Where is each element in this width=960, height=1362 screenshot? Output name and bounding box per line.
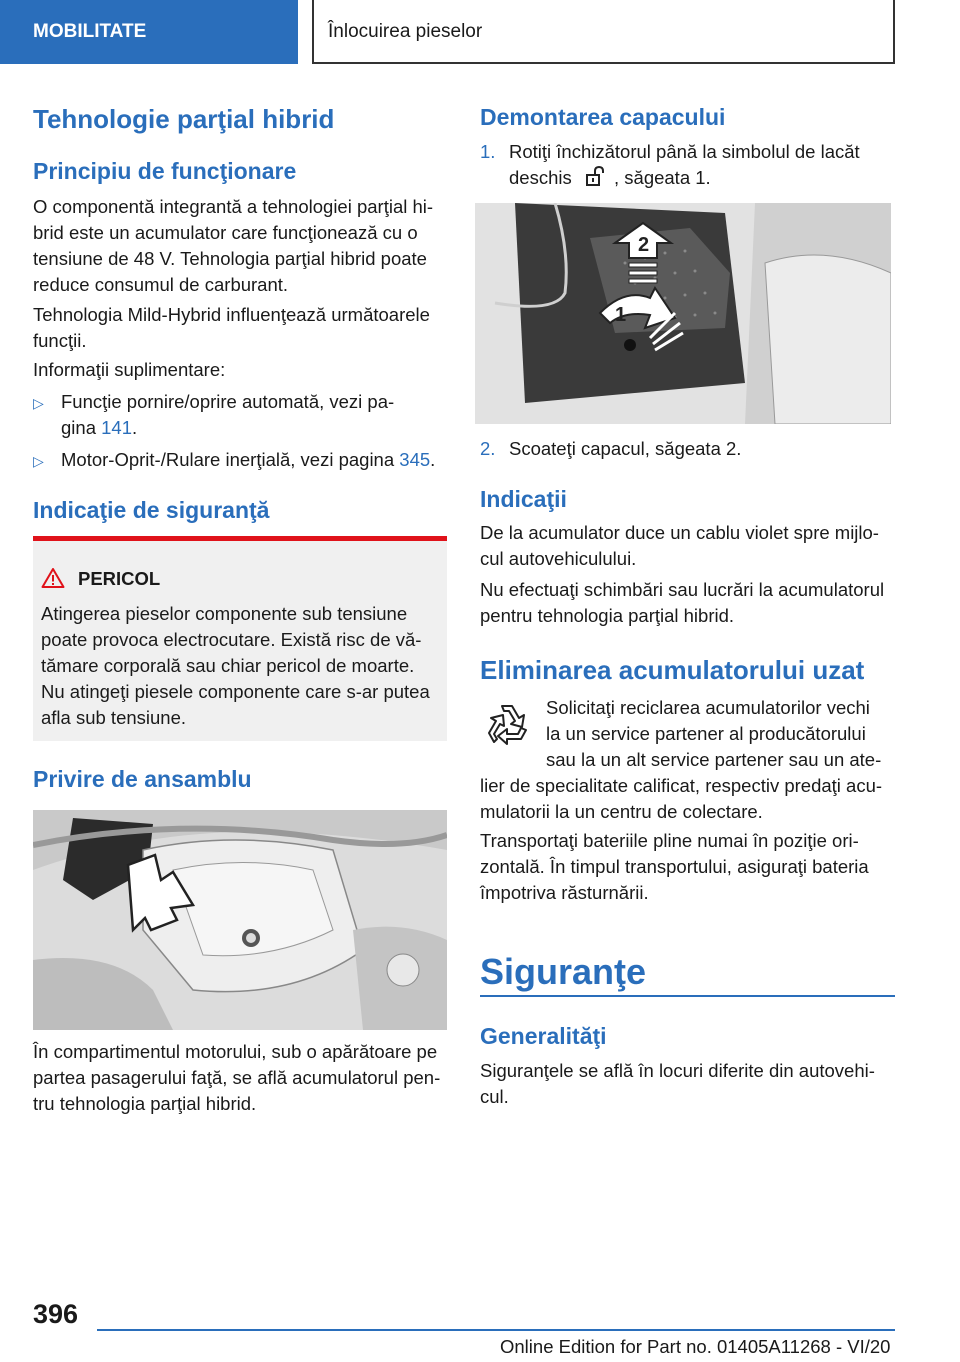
danger-label: PERICOL — [78, 568, 161, 589]
open-padlock-icon — [583, 165, 605, 187]
page-link-345[interactable]: 345 — [399, 449, 431, 470]
disposal-heading: Eliminarea acumulatorului uzat — [480, 655, 865, 685]
edition-label: Online Edition for Part no. 01405A11268 - VI/20 — [500, 1336, 891, 1357]
engine-bay-photo — [33, 810, 447, 1030]
step-1: 1. Rotiţi închizătorul până la simbolul de lacăt deschis , săgeata 1. — [480, 141, 860, 188]
photo-label-2: 2 — [638, 234, 650, 256]
principle-heading: Principiu de funcţionare — [33, 158, 297, 184]
overview-heading: Privire de ansamblu — [33, 766, 252, 792]
chapter-title: Înlocuirea pieselor — [312, 0, 895, 64]
more-info-label: Informaţii suplimentare: — [33, 359, 226, 380]
step-2: 2. Scoateţi capacul, săgeata 2. — [480, 438, 742, 459]
removal-heading: Demontarea capacului — [480, 104, 726, 130]
notes-heading: Indicaţii — [480, 486, 567, 512]
danger-box — [33, 536, 447, 741]
section-divider — [480, 995, 895, 997]
overview-caption: În compartimentul motorului, sub o apărătoare pe partea pasagerului faţă, se află acumulatorul pen- tru tehnologia parţial hibrid. — [33, 1041, 441, 1114]
general-heading: Generalităţi — [480, 1023, 607, 1049]
fuses-paragraph: Siguranţele se află în locuri diferite din autovehi- cul. — [480, 1060, 875, 1107]
warning-triangle-icon — [41, 567, 65, 589]
notes-paragraph-1: De la acumulator duce un cablu violet spre mijlo- cul autovehiculului. — [480, 522, 879, 569]
page-number: 396 — [33, 1299, 79, 1329]
page-title: Tehnologie parţial hibrid — [33, 104, 335, 134]
page-link-141[interactable]: 141 — [101, 417, 132, 438]
danger-text: Atingerea pieselor componente sub tensiune poate provoca electrocutare. Există risc de vă- tămare corporală sau chiar pericol de moarte. Nu atingeţi piesele componente care s-ar putea afla sub tensiune. — [41, 603, 430, 728]
disposal-text-bottom: lier de specialitate calificat, respectiv predaţi acu- mulatorii la un centru de colectare. — [480, 775, 883, 822]
safety-heading: Indicaţie de siguranţă — [33, 497, 270, 523]
notes-paragraph-2: Nu efectuaţi schimbări sau lucrări la acumulatorul pentru tehnologia parţial hibrid. — [480, 579, 885, 626]
photo-label-1: 1 — [615, 304, 627, 326]
footer-rule — [97, 1329, 895, 1331]
disposal-text-top: Solicitaţi reciclarea acumulatorilor vechi la un service partener al producătorului sau la un alt service partener sau un ate- — [546, 697, 882, 770]
principle-paragraph-1: O componentă integrantă a tehnologiei parţial hi- brid este un acumulator care funcţionează cu o tensiune de 48 V. Tehnologia parţial hibrid poate reduce consumul de carburant. — [33, 196, 434, 295]
principle-paragraph-2: Tehnologia Mild-Hybrid influenţează următoarele funcţii. — [33, 304, 430, 351]
recycling-icon — [482, 700, 532, 750]
bullet-triangle-icon: ▷ — [33, 395, 44, 411]
section-tab: MOBILITATE — [0, 0, 298, 64]
battery-cover-photo — [475, 203, 891, 424]
fuses-heading: Siguranţe — [480, 951, 647, 992]
disposal-paragraph-2: Transportaţi bateriile pline numai în poziţie ori- zontală. În timpul transportului, asiguraţi bateria împotriva răsturnării. — [480, 830, 869, 903]
list-item: ▷ Motor-Oprit-/Rulare inerţială, vezi pagina 345. — [33, 447, 453, 473]
bullet-triangle-icon: ▷ — [33, 453, 44, 469]
list-item: ▷ Funcţie pornire/oprire automată, vezi pa- gina 141. — [33, 391, 395, 438]
